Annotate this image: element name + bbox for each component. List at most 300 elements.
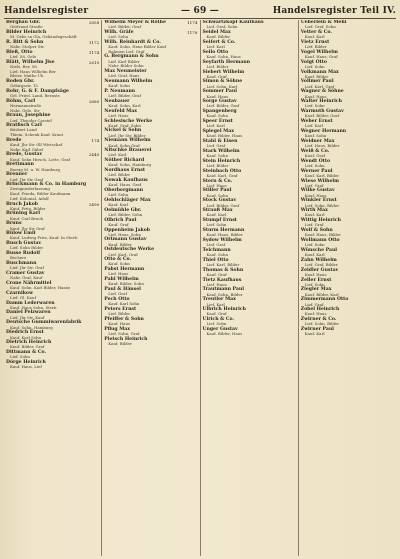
entry-detail: Kauf. Karl [206, 212, 227, 218]
entry-firm-name: Brede [6, 137, 22, 143]
entry-detail: Lief. Graf, Bilder [304, 261, 338, 267]
register-entry [203, 198, 296, 208]
entry-firm-name: Volkmann Max [300, 69, 339, 75]
register-entry [301, 268, 394, 278]
entry-number: 2680 [88, 98, 100, 104]
entry-detail: Lief. Hans Wilhelm Ber. [10, 68, 57, 74]
entry-firm-name: Bleß, Otto [6, 49, 33, 55]
entry-firm-name: Brettmann [6, 162, 34, 168]
entry-detail: Lief. Sohn [304, 281, 325, 287]
entry-firm-name: Wagner & Söhne [300, 89, 344, 95]
entry-firm-name: Schwartzkopf Kaufhaus [202, 20, 264, 25]
register-entry [104, 109, 197, 119]
register-entry [104, 337, 197, 347]
register-entry [6, 251, 99, 261]
entry-firm-name: Ortmann Gustav [104, 237, 147, 243]
entry-firm-name: Stein Heinrich [202, 158, 241, 164]
register-entry [104, 257, 197, 267]
register-entry [203, 258, 296, 268]
entry-detail: Kauf. Karl [304, 34, 325, 40]
entry-detail: Lief. Karl, Bilder [206, 261, 240, 267]
register-entry [6, 221, 99, 231]
register-entry [6, 340, 99, 350]
header-right-title: Handelsregister Teil IV. [272, 6, 396, 16]
entry-firm-name: Buschmann [6, 260, 37, 266]
entry-detail: Kauf. Graf [206, 271, 227, 277]
entry-detail: Kauf. Sohn, Hamburg [10, 324, 53, 330]
entry-firm-name: Oelmühle Gbr. [104, 207, 142, 213]
entry-firm-name: Wilhelm Meyer & Rothe [104, 20, 166, 25]
entry-firm-name: Winkler Ernst [300, 198, 337, 204]
entry-firm-name: Dörge Heinrich [6, 360, 46, 366]
register-entry [203, 70, 296, 80]
entry-detail: Lief. Haus, Bilder [304, 143, 340, 149]
entry-detail: Bleier, Mathe Uh [10, 73, 44, 79]
entry-detail: Lief. Jhr Str, Bilder [108, 132, 146, 138]
register-entry [301, 297, 394, 307]
entry-detail: Lief. Haus [108, 271, 129, 277]
entry-detail: Kauf. Karl [304, 331, 325, 337]
register-entry [104, 317, 197, 327]
register-entry [301, 198, 394, 208]
entry-firm-name: Werner Paul [300, 168, 333, 174]
register-entry [203, 139, 296, 149]
entry-detail: Lief. Sohn [206, 321, 227, 327]
register-entry [6, 152, 99, 162]
entry-firm-name: Nitschke Brauerei [104, 148, 152, 154]
register-entry [301, 327, 394, 337]
entry-detail: Gertraud Straße [10, 24, 43, 30]
register-entry [301, 208, 394, 218]
entry-firm-name: Steinbach Otto [202, 168, 242, 174]
entry-firm-name: Bülow Emil [6, 231, 36, 237]
entry-detail: Lief. Graf [206, 242, 226, 248]
register-entry [203, 109, 296, 119]
entry-firm-name: Bohr, G. & F. Dampfsäge [6, 88, 69, 94]
entry-detail: Lief. Sohn [304, 242, 325, 248]
register-entry [301, 228, 394, 238]
entry-detail: Lief. Sohn [304, 162, 325, 168]
register-entry [203, 228, 296, 238]
register-entry [104, 237, 197, 247]
entry-detail: Kauf. Sohn [206, 113, 229, 119]
entry-detail: Kauf. Jhr Str Graf [10, 225, 45, 231]
entry-firm-name: Wittig Heinrich [300, 218, 342, 224]
entry-firm-name: Deutsche Gummiwarenfabrik [6, 320, 82, 326]
entry-firm-name: G. Bergmann & Sohn [104, 54, 159, 60]
entry-detail: Lief. Sohn, Karl [206, 83, 238, 89]
entry-firm-name: Neumann Wilhelm [104, 78, 153, 84]
entry-firm-name: Voigt Otto [300, 59, 327, 65]
register-entry [301, 307, 394, 317]
entry-detail: Kauf. Bilder [108, 340, 132, 346]
register-entry [301, 89, 394, 99]
register-entry [301, 248, 394, 258]
register-entry [301, 139, 394, 149]
register-entry [301, 278, 394, 288]
register-entry [203, 287, 296, 297]
entry-firm-name: Bergbau Gbr. [6, 20, 41, 25]
entry-firm-name: Wilh. Reinhardt & Co. [104, 39, 161, 45]
entry-firm-name: Wilh. Gräfe [104, 29, 134, 35]
entry-detail: Kauf. Bilder, Haus [206, 133, 243, 139]
entry-detail: Lief. Sohn [206, 222, 227, 228]
register-entry [104, 277, 197, 287]
entry-firm-name: Stumpf Ernst [202, 218, 237, 224]
entry-detail: Kauf. Karl Sohn [108, 301, 140, 307]
entry-detail: Kauf. Karl [304, 212, 325, 218]
register-column [201, 20, 299, 556]
entry-detail: Kauf. Bilder [206, 34, 231, 40]
entry-detail: Lief. Karl [108, 152, 127, 158]
entry-firm-name: Böhm, Carl [6, 98, 36, 104]
entry-firm-name: Neubauer [104, 98, 130, 104]
entry-firm-name: Pflug Max [104, 326, 130, 332]
entry-firm-name: Otto & Co. [104, 257, 132, 263]
register-entry [104, 128, 197, 138]
entry-firm-name: Boden Gbr. [6, 78, 35, 84]
entry-detail: Kauf. Sohn [206, 252, 229, 258]
entry-detail: Kauf. Sohn Graf [108, 142, 140, 148]
entry-firm-name: R. Bitt & Sohn [6, 39, 44, 45]
register-entry [104, 327, 197, 337]
register-entry [6, 281, 99, 291]
register-entry [6, 40, 99, 50]
entry-firm-name: Wegner Hermann [300, 128, 347, 134]
register-entry [301, 99, 394, 109]
entry-firm-name: Siebert Wilhelm [202, 69, 245, 75]
register-entry [203, 20, 296, 30]
entry-number: 1178 [187, 29, 198, 35]
entry-detail: Lief. Karl Bilder [108, 58, 140, 64]
entry-firm-name: Braun, Josephine [6, 113, 51, 119]
entry-firm-name: Niemann Wilhelm [104, 138, 151, 144]
entry-firm-name: Warmuth Gustav [300, 109, 344, 115]
register-entry [301, 317, 394, 327]
register-entry [203, 169, 296, 179]
register-entry [6, 182, 99, 201]
entry-detail: M. Gebr. in Gla, Gebäudegeschäft [10, 34, 77, 40]
entry-firm-name: Stiller Paul [202, 188, 232, 194]
entry-firm-name: Bruch Jakob [6, 201, 38, 207]
register-entry [301, 159, 394, 169]
register-entry [6, 360, 99, 370]
entry-firm-name: Bilder Heinrich [6, 29, 47, 35]
entry-detail: Kauf. Graf [304, 152, 325, 158]
entry-detail: Büsbert Land [10, 127, 37, 133]
register-entry [6, 172, 99, 182]
register-entry [203, 297, 296, 307]
register-entry [104, 287, 197, 297]
entry-firm-name: Zahn Wilhelm [300, 257, 337, 263]
entry-firm-name: Pabst Hermann [104, 267, 145, 273]
entry-detail: Kauf. Karl, Graf [206, 172, 238, 178]
entry-detail: Rahmen Lief. Graf [108, 48, 145, 54]
entry-detail: Lief. Graf [304, 222, 324, 228]
entry-detail: Zweigniederlassung [10, 186, 50, 192]
register-entry [104, 30, 197, 40]
register-entry [203, 208, 296, 218]
entry-detail: Lief. Bilder [108, 172, 131, 178]
entry-detail: Kauf. Sohn [304, 133, 327, 139]
entry-firm-name: Oberbergmann [104, 187, 144, 193]
register-entry [301, 179, 394, 189]
entry-detail: Lief. Gl. Kauf [10, 294, 36, 300]
entry-detail: Kauf. Haus [304, 192, 327, 198]
register-entry [6, 79, 99, 89]
entry-firm-name: Nowak Kaufhaus [104, 178, 148, 183]
entry-detail: Kauf. Karl [304, 252, 325, 258]
register-column [102, 20, 200, 556]
entry-detail: Lief. Graf, Sohn [304, 24, 336, 30]
entry-detail: Kauf. Bilder, Haus [206, 331, 243, 337]
entry-detail: Kauf. Sohn Hirsch, Lotte, Graf [10, 156, 70, 162]
entry-firm-name: Vetter & Co. [300, 29, 332, 35]
register-entry [6, 261, 99, 271]
register-entry [301, 50, 394, 60]
entry-number: 174 [91, 137, 100, 143]
entry-firm-name: Vogel Wilhelm [300, 49, 338, 55]
entry-detail: Lief. Sohn [10, 354, 30, 360]
entry-detail: Lief. Bilder, Sohn [108, 211, 143, 217]
entry-firm-name: Stahl & Eisen [202, 138, 238, 144]
entry-firm-name: Wolf & Sohn [300, 228, 333, 234]
register-entry [203, 307, 296, 317]
entry-firm-name: Brenner [6, 172, 28, 178]
entry-detail: Kauf. Haus, Bilder [206, 232, 243, 238]
entry-detail: Kauf. Sohn, Karl [108, 102, 141, 108]
register-entry [104, 228, 197, 238]
entry-firm-name: Olbrich Paul [104, 217, 137, 223]
entry-detail: Kauf. Haus [304, 311, 327, 317]
register-entry [203, 278, 296, 288]
entry-detail: Kauf. Carl Bruck [10, 215, 43, 221]
register-entry [203, 159, 296, 169]
entry-number: 1174 [88, 49, 100, 55]
register-entry [301, 109, 394, 119]
register-entry [104, 208, 197, 218]
entry-firm-name: Vietz Ernst [300, 39, 330, 45]
entry-detail: Kauf. Bilder [304, 73, 329, 79]
register-entry [104, 89, 197, 99]
entry-firm-name: Busse Rudolf [6, 251, 41, 257]
register-entry [301, 60, 394, 70]
entry-detail: Kauf. Sohn, Bilder [206, 291, 243, 297]
entry-firm-name: Nickel & Sohn [104, 128, 142, 134]
entry-firm-name: Czarnikow [6, 290, 33, 296]
entry-detail: Kauf. Karl [108, 202, 129, 208]
entry-firm-name: Weidner Max [300, 138, 335, 144]
register-entry [6, 330, 99, 340]
register-entry [6, 50, 99, 60]
entry-firm-name: Ulbrich Heinrich [202, 307, 247, 313]
entry-firm-name: Treutler Max [202, 297, 236, 303]
register-entry [301, 129, 394, 139]
entry-firm-name: Bruns [6, 221, 22, 227]
register-entry [203, 327, 296, 337]
entry-detail: Lief. Haus, Sohn [108, 231, 141, 237]
entry-detail: Kauf. Ludwig Fritz, Kauf. In Sterb. [10, 235, 79, 241]
register-entry [203, 79, 296, 89]
register-entry [104, 148, 197, 158]
entry-firm-name: Brinckmann & Co. in Hamburg [6, 182, 87, 188]
register-entry [6, 211, 99, 221]
register-columns [4, 20, 396, 556]
entry-detail: Lief. Haus [206, 182, 227, 188]
register-entry [6, 138, 99, 153]
register-entry [301, 238, 394, 248]
entry-detail: Kauf. Sohn, Hamburg [108, 162, 151, 168]
entry-detail: Kauf. Sohn, Hans Bilder Kauf [108, 44, 167, 50]
header-left-title: Handelsregister [4, 6, 89, 16]
entry-detail: Lief. Bilder [108, 310, 131, 316]
register-entry [6, 20, 99, 30]
register-entry [104, 40, 197, 55]
entry-firm-name: Thomas & Sohn [202, 267, 244, 273]
entry-firm-name: Neufeld Max [104, 108, 137, 114]
entry-firm-name: Pech Otto [104, 296, 130, 302]
entry-detail: Lief. Haus [206, 281, 227, 287]
entry-detail: Kauf. Haus [206, 93, 229, 99]
entry-number: 2440 [88, 152, 100, 158]
entry-detail: Lief. Graf [206, 143, 226, 149]
entry-detail: Lief. Karl [304, 123, 323, 129]
entry-firm-name: Cramer Gustav [6, 270, 45, 276]
entry-firm-name: Zeidler Gustav [300, 267, 339, 273]
entry-firm-name: Zimmermann Otto [300, 297, 349, 303]
entry-firm-name: Sturm Hermann [202, 228, 245, 234]
register-entry [104, 297, 197, 307]
entry-detail: Kauf. Graf, Sohn [108, 122, 141, 128]
register-entry [301, 169, 394, 179]
entry-firm-name: P. Neumann [104, 88, 136, 94]
register-entry [104, 307, 197, 317]
entry-detail: Kauf. Graf [206, 311, 227, 317]
entry-firm-name: Damm Lederwaren [6, 300, 55, 306]
register-entry [6, 310, 99, 320]
entry-detail: Kauf. Fritz, Bilder [10, 205, 46, 211]
register-entry [104, 79, 197, 89]
entry-detail: Lief. Bilder [304, 44, 327, 50]
entry-firm-name: Bratfisch Carl [6, 123, 42, 129]
entry-firm-name: Peters Ernst [104, 306, 137, 312]
register-entry [203, 40, 296, 50]
register-entry [203, 99, 296, 109]
entry-detail: Hermannstraße [10, 102, 42, 108]
register-entry [203, 179, 296, 189]
entry-firm-name: Diedrich Ernst [6, 330, 44, 336]
register-entry [203, 50, 296, 60]
entry-detail: Kauf. Haus Sohn, Sterb. [10, 304, 58, 310]
entry-detail: Lief. Sohn [304, 63, 325, 69]
entry-detail: Lief. Sohn [304, 103, 325, 109]
entry-number: 2490 [88, 201, 100, 207]
entry-detail: Lief. Sohn [108, 34, 129, 40]
entry-detail: Lief. Graf, Hans [108, 73, 140, 79]
entry-firm-name: Ziegler Max [300, 287, 332, 293]
entry-number: 1174 [187, 20, 198, 25]
entry-firm-name: Oehlschläger Max [104, 197, 151, 203]
register-entry [301, 30, 394, 40]
entry-detail: Kauf. Sohn [206, 152, 229, 158]
register-entry [6, 231, 99, 241]
register-entry [301, 119, 394, 129]
entry-detail: Lief. Jhr Str. Graf [10, 265, 44, 271]
entry-detail: Kauf. Graf [108, 221, 129, 227]
register-entry [104, 69, 197, 79]
entry-detail: Kauf. Frieda, Bilder Kaufmann [10, 191, 71, 197]
register-entry [104, 188, 197, 198]
entry-detail: Lief. 58. Gele [10, 53, 37, 59]
entry-detail: Lief. Bilder [206, 63, 229, 69]
entry-firm-name: Simon & Söhne [202, 79, 243, 85]
entry-firm-name: Speer Ernst [202, 119, 233, 125]
register-entry [203, 238, 296, 248]
entry-firm-name: Oppenheim Jakob [104, 227, 151, 233]
entry-firm-name: Weiß & Co. [300, 148, 330, 154]
register-entry [203, 149, 296, 159]
entry-firm-name: Spangenberg [202, 109, 237, 115]
entry-detail: Lief. Kolonial. Adolf [10, 195, 49, 201]
register-entry [6, 350, 99, 360]
entry-detail: Gebirgsstr. 15 [10, 83, 38, 89]
register-entry [203, 129, 296, 139]
entry-detail: Lief. Haus [108, 112, 129, 118]
entry-firm-name: Blätt, Wilhelm Jlse [6, 59, 55, 65]
entry-detail: Kauf. Karl, Bilder [304, 172, 340, 178]
entry-detail: Lief. Graf [304, 182, 324, 188]
entry-detail: Lief. Graf [108, 291, 127, 297]
register-entry [203, 60, 296, 70]
register-entry [6, 320, 99, 330]
register-column [299, 20, 396, 556]
register-column [4, 20, 102, 556]
entry-detail: Kauf. Haus, Graf [304, 53, 338, 59]
register-entry [301, 79, 394, 89]
entry-detail: Kauf. Sohn [206, 192, 229, 198]
entry-detail: Thiem. Schenk Kauf. Kraut [10, 132, 64, 138]
register-entry [6, 162, 99, 172]
register-entry [104, 168, 197, 178]
entry-detail: Nahr. Karl Gäbel [10, 146, 44, 152]
entry-number: 2858 [88, 20, 100, 25]
register-entry [6, 60, 99, 79]
entry-firm-name: Zwirner & Co. [300, 317, 337, 323]
entry-detail: Kauf. Bilder, Graf [304, 113, 340, 119]
register-entry [301, 287, 394, 297]
entry-detail: Nahr. Gele, Str [10, 107, 40, 113]
entry-detail: Kauf. Haus [108, 320, 130, 326]
entry-firm-name: Schlesische Werke [104, 118, 153, 124]
entry-firm-name: Seyfarth Hermann [202, 59, 251, 65]
header-rule [4, 18, 396, 19]
entry-detail: Kauf. Bilder, Sohn [108, 281, 144, 287]
entry-detail: Lief. Bilder [206, 162, 229, 168]
register-entry [203, 30, 296, 40]
register-entry [203, 218, 296, 228]
entry-firm-name: Teichmann [202, 247, 231, 253]
entry-detail: Kauf. Bilder, Graf [10, 344, 45, 350]
entry-firm-name: Stark Wilhelm [202, 148, 240, 154]
entry-detail: Kauf. Sohn [108, 261, 130, 267]
entry-detail: Lief. Bilder, Graf [206, 202, 240, 208]
entry-detail: Kauf. Graf [206, 73, 227, 79]
entry-firm-name: Thiel Otto [202, 257, 229, 263]
entry-detail: Lief. Bilder, Graf [206, 103, 240, 109]
entry-firm-name: Strauß Max [202, 208, 233, 214]
register-entry [203, 188, 296, 198]
entry-firm-name: Nordhaus Ernst [104, 168, 145, 174]
